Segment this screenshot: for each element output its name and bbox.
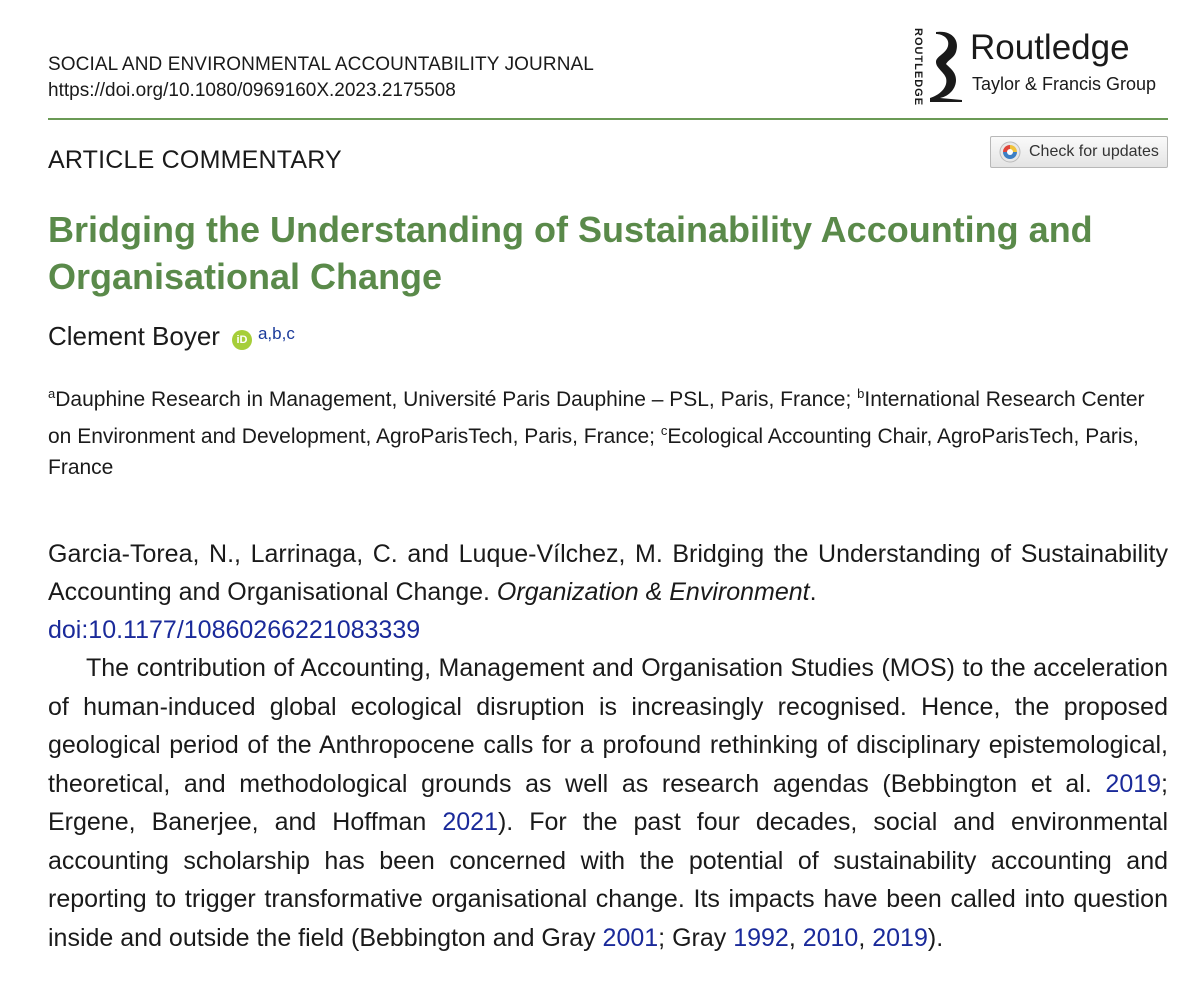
body-text-1: The contribution of Accounting, Management and Organisation Studies (MOS) to the acceleration of human-induced global ecological disruption is increasingly recognised. Hence, the proposed geological period of the Anthropocene calls for a profound rethinking of disciplinary epistemological, theoretical, and methodological grounds as well as research agendas (Bebbington et al. — [48, 654, 1168, 798]
citation-link[interactable]: 2019 — [1105, 769, 1162, 798]
article-title: Bridging the Understanding of Sustainability Accounting and Organisational Change — [48, 209, 1093, 297]
logo-spine-text: ROUTLEDGE — [912, 28, 924, 107]
article-page — [48, 0, 1168, 1007]
body-text-4: ; Gray — [658, 923, 734, 952]
orcid-icon[interactable]: iD — [232, 330, 252, 350]
article-doi-link[interactable]: https://doi.org/10.1080/0969160X.2023.2175508 — [48, 80, 456, 101]
publisher-name: Routledge — [970, 28, 1130, 67]
author-affiliation-marks[interactable]: a,b,c — [257, 324, 295, 343]
routledge-head-icon — [926, 28, 966, 102]
check-for-updates-label: Check for updates — [1029, 143, 1159, 160]
affiliations — [48, 378, 1173, 483]
affiliation-mark-a: a — [48, 386, 56, 401]
body-text-5: , — [788, 923, 803, 952]
citation-link[interactable]: 1992 — [733, 923, 789, 952]
body-text-6: , — [858, 923, 873, 952]
reference-period: . — [809, 578, 817, 606]
header-divider — [48, 118, 1168, 120]
body-paragraph — [48, 649, 1168, 957]
crossmark-icon — [999, 141, 1021, 163]
affiliation-a: Dauphine Research in Management, Université Paris Dauphine – PSL, Paris, France; — [55, 388, 858, 411]
body-text-2: ; Ergene, Banerjee, and Hoffman — [48, 769, 1168, 836]
reference-text: Garcia-Torea, N., Larrinaga, C. and Luque-Vílchez, M. Bridging the Understanding of Sustainability Accounting and Organisational Change. — [48, 540, 1168, 606]
affiliation-mark-c: c — [660, 423, 668, 438]
affiliation-b: International Research Center on Environment and Development, AgroParisTech, Paris, France; — [48, 388, 1145, 448]
journal-name: SOCIAL AND ENVIRONMENTAL ACCOUNTABILITY JOURNAL — [48, 54, 594, 75]
routledge-logo[interactable] — [908, 24, 1168, 107]
reference-doi-link[interactable]: doi:10.1177/10860266221083339 — [48, 616, 421, 644]
affiliation-mark-b: b — [857, 386, 865, 401]
body-text-7: ). — [927, 923, 944, 952]
publisher-group: Taylor & Francis Group — [972, 74, 1157, 94]
citation-link[interactable]: 2019 — [872, 923, 928, 952]
commented-reference — [48, 535, 1168, 649]
body-text-3: ). For the past four decades, social and environmental accounting scholarship has been concerned with the potential of sustainability accounting and reporting to trigger transformative organisational change. Its impacts have been called into question inside and outside the field (Bebbington and Gray — [48, 808, 1169, 952]
check-for-updates-button[interactable] — [990, 136, 1168, 168]
citation-link[interactable]: 2001 — [602, 923, 659, 952]
author-line — [48, 321, 295, 352]
reference-journal: Organization & Environment — [496, 578, 810, 606]
article-type-label: ARTICLE COMMENTARY — [48, 146, 342, 174]
affiliation-c: Ecological Accounting Chair, AgroParisTech, Paris, France — [48, 425, 1139, 479]
author-name: Clement Boyer — [48, 321, 220, 351]
citation-link[interactable]: 2010 — [802, 923, 859, 952]
citation-link[interactable]: 2021 — [442, 808, 498, 836]
